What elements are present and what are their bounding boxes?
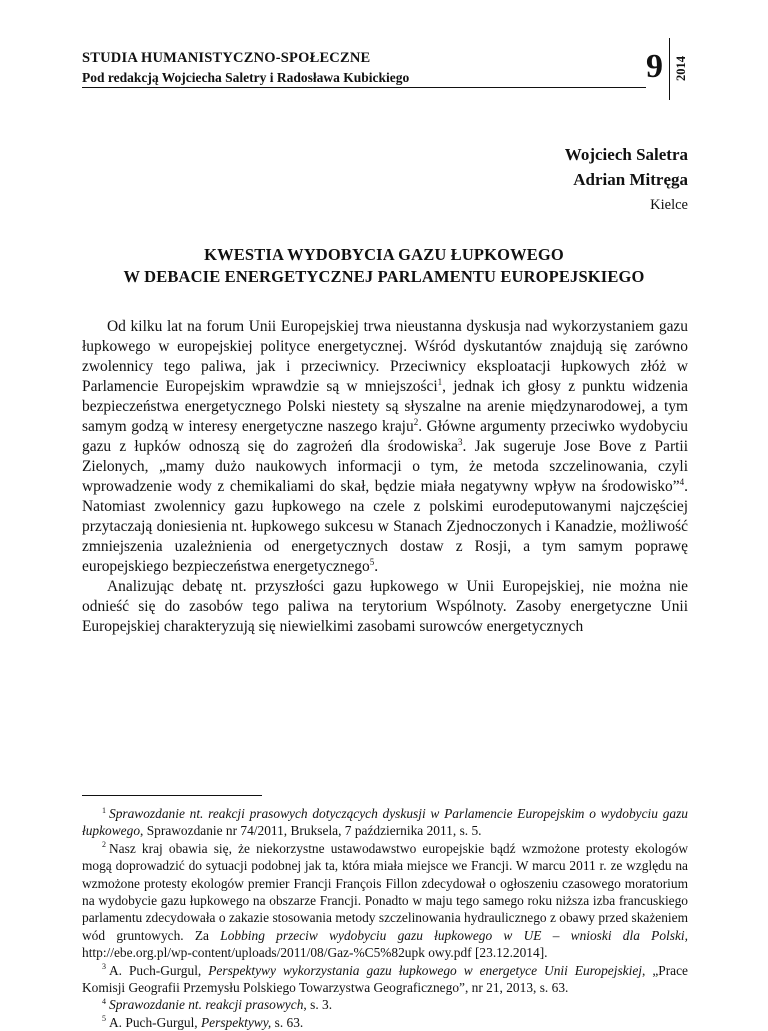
paragraph-1: Od kilku lat na forum Unii Europejskiej trwa nieustanna dyskusja nad wykorzystaniem gazu łupkowego w europejskiej polityce energetycznej. Wśród dyskutantów znajdują się zarówno zwolennicy tego paliwa, jak i przeciwnicy. Przeciwnicy eksploatacji łupkowych złóż w Parlamencie Europejskim wprawdzie są w mniejszości$^1$, jednak ich głosy z punktu widzenia bezpieczeństwa energetycznego Polski niestety są słyszalne na arenie międzynarodowej, a tym samym godzą w interesy energetyczne naszego kraju$^2$. Główne argumenty przeciwko wydobyciu gazu z łupków odnoszą się do zagrożeń dla środowiska$^3$. Jak sugeruje Jose Bove z Partii Zielonych, „mamy dużo naukowych informacji o tym, że metoda szczelinowania, czyli wprowadzenie wody z chemikaliami do skał, będzie miała negatywny wpływ na środowisko”$^4$. Natomiast zwolennicy gazu łupkowego na czele z polskimi eurodeputowanymi najczęściej przytaczają doniesienia nt. łupkowego sukcesu w Stanach Zjednoczonych i Kanadzie, możliwość zmniejszenia uzależnienia od energetycznych dostaw z Rosji, a tym samym poprawę europejskiego bezpieczeństwa energetycznego$^5$. <box>82 318 688 575</box>
footnote-2: $^2$ Nasz kraj obawia się, że niekorzystne ustawodawstwo europejskie bądź wzmożone protesty ekologów mogą doprowadzić do sytuacji podobnej jak ta, która miała miejsce we Francji. W marcu 2011 r. ze względu na wzmożone protesty ekologów premier Francji François Fillon zdecydował o ogłoszeniu czasowego moratorium na wydobycie gazu łupkowego na obszarze Francji. Ponadto w maju tego samego roku niższa izba francuskiego parlamentu zdecydowała o zakazie stosowania metody szczelinowania hydraulicznego z obawy przed skażeniem wód gruntowych. Za Lobbing przeciw wydobyciu gazu łupkowego w UE – wnioski dla Polski, http://ebe.org.pl/wp-content/uploads/2011/08/Gaz-%C5%82upk owy.pdf [23.12.2014]. <box>82 840 688 961</box>
footnote-separator <box>82 795 262 796</box>
footnote-4: $^4$ Sprawozdanie nt. reakcji prasowych, s. 3. <box>102 997 333 1013</box>
footnote-ref[interactable]: 4 <box>679 476 685 487</box>
header-divider <box>669 38 670 100</box>
footnotes <box>82 805 688 1031</box>
footnote-ref[interactable]: 5 <box>369 556 375 567</box>
issue-number: 9 <box>646 48 663 85</box>
footnote-1: $^1$ Sprawozdanie nt. reakcji prasowych dotyczących dyskusji w Parlamencie Europejskim o wydobyciu gazu łupkowego, Sprawozdanie nr 74/2011, Bruksela, 7 października 2011, s. 5. <box>82 805 688 839</box>
article-title-line-1: KWESTIA WYDOBYCIA GAZU ŁUPKOWEGO <box>204 245 564 264</box>
editors-line: Pod redakcją Wojciecha Saletry i Radosława Kubickiego <box>82 70 410 85</box>
header-rule <box>82 87 646 88</box>
article-title-line-2: W DEBACIE ENERGETYCZNEJ PARLAMENTU EUROPEJSKIEGO <box>123 267 645 286</box>
footnote-ref[interactable]: 1 <box>437 376 443 387</box>
footnote-3: $^3$ A. Puch-Gurgul, Perspektywy wykorzystania gazu łupkowego w energetyce Unii Europejskiej, „Prace Komisji Geografii Przemysłu Polskiego Towarzystwa Geograficznego”, nr 21, 2013, s. 63. <box>82 962 688 996</box>
article-body <box>82 317 688 637</box>
author-2: Adrian Mitręga <box>573 170 688 189</box>
footnote-link[interactable]: http://ebe.org.pl/wp-content/uploads/2011/08/Gaz-%C5%82upk owy.pdf [23.12.2014]. <box>82 945 548 961</box>
paragraph-2: Analizując debatę nt. przyszłości gazu łupkowego w Unii Europejskiej, nie można nie odnieść się do zasobów tego paliwa na terytorium Wspólnoty. Zasoby energetyczne Unii Europejskiej charakteryzują się niewielkimi zasobami surowców energetycznych <box>82 578 688 635</box>
footnote-ref[interactable]: 3 <box>458 436 463 447</box>
affiliation: Kielce <box>650 197 688 213</box>
issue-year: 2014 <box>673 55 688 81</box>
journal-title: STUDIA HUMANISTYCZNO-SPOŁECZNE <box>82 50 371 66</box>
issue-year-box <box>674 40 688 96</box>
footnote-5: $^5$ A. Puch-Gurgul, Perspektywy, s. 63. <box>102 1014 304 1030</box>
footnote-ref[interactable]: 2 <box>413 416 419 427</box>
author-1: Wojciech Saletra <box>564 145 688 164</box>
